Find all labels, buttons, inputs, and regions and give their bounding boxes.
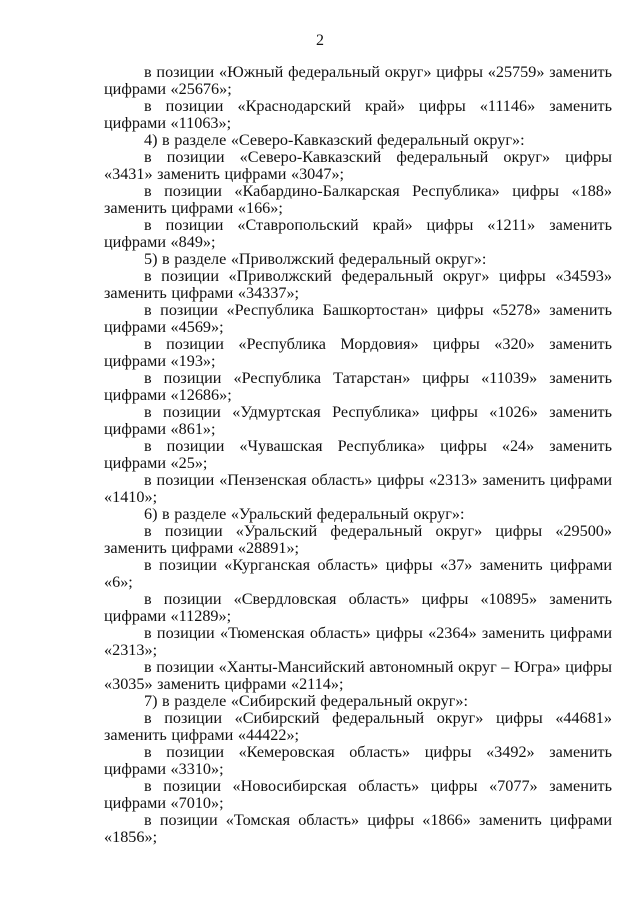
paragraph: в позиции «Ханты-Мансийский автономный округ – Югра» цифры «3035» заменить цифрами «2114»; [104, 658, 612, 693]
paragraph: в позиции «Республика Мордовия» цифры «320» заменить цифрами «193»; [104, 335, 612, 370]
paragraph: в позиции «Тюменская область» цифры «2364» заменить цифрами «2313»; [104, 624, 612, 659]
section-heading: 6) в разделе «Уральский федеральный округ»: [144, 505, 465, 523]
section-heading: 4) в разделе «Северо-Кавказский федеральный округ»: [144, 131, 525, 149]
paragraph: в позиции «Уральский федеральный округ» цифры «29500» заменить цифрами «28891»; [104, 522, 612, 557]
paragraph: в позиции «Краснодарский край» цифры «11146» заменить цифрами «11063»; [104, 97, 612, 132]
paragraph: в позиции «Северо-Кавказский федеральный округ» цифры «3431» заменить цифрами «3047»; [104, 148, 612, 183]
paragraph: в позиции «Удмуртская Республика» цифры «1026» заменить цифрами «861»; [104, 403, 612, 438]
paragraph: в позиции «Южный федеральный округ» цифры «25759» заменить цифрами «25676»; [104, 63, 612, 98]
paragraph: в позиции «Чувашская Республика» цифры «24» заменить цифрами «25»; [104, 437, 612, 472]
paragraph: в позиции «Республика Башкортостан» цифры «5278» заменить цифрами «4569»; [104, 301, 612, 336]
paragraph: в позиции «Ставропольский край» цифры «1211» заменить цифрами «849»; [104, 216, 612, 251]
paragraph: в позиции «Кабардино-Балкарская Республика» цифры «188» заменить цифрами «166»; [104, 182, 612, 217]
paragraph: в позиции «Сибирский федеральный округ» цифры «44681» заменить цифрами «44422»; [104, 709, 612, 744]
section-heading: 5) в разделе «Приволжский федеральный округ»: [144, 250, 487, 268]
paragraph: в позиции «Кемеровская область» цифры «3492» заменить цифрами «3310»; [104, 743, 612, 778]
paragraph: в позиции «Новосибирская область» цифры «7077» заменить цифрами «7010»; [104, 777, 612, 812]
paragraph: в позиции «Пензенская область» цифры «2313» заменить цифрами «1410»; [104, 471, 612, 506]
paragraph: в позиции «Республика Татарстан» цифры «11039» заменить цифрами «12686»; [104, 369, 612, 404]
paragraph: в позиции «Курганская область» цифры «37» заменить цифрами «6»; [104, 556, 612, 591]
paragraph: в позиции «Томская область» цифры «1866» заменить цифрами «1856»; [104, 811, 612, 846]
paragraph: в позиции «Свердловская область» цифры «10895» заменить цифрами «11289»; [104, 590, 612, 625]
section-heading: 7) в разделе «Сибирский федеральный округ»: [144, 692, 468, 710]
page-number: 2 [316, 32, 324, 49]
document-body [104, 64, 612, 846]
paragraph: в позиции «Приволжский федеральный округ» цифры «34593» заменить цифрами «34337»; [104, 267, 612, 302]
